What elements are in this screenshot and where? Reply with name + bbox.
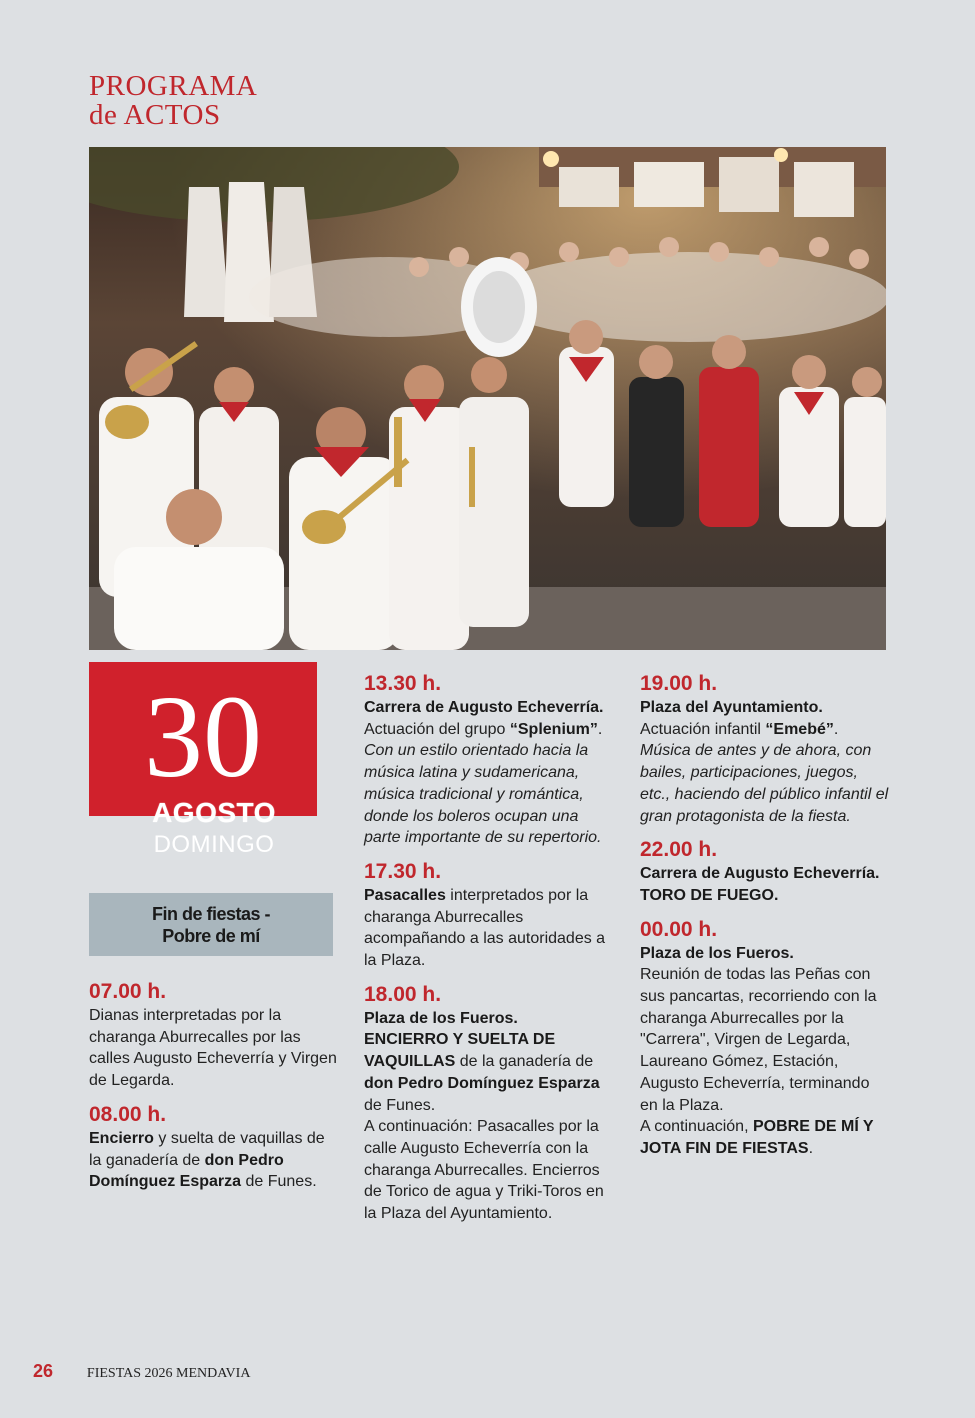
event-description <box>640 719 890 741</box>
event-highlight-text: ENCIERRO Y SUELTA DE VAQUILLAS <box>364 1031 556 1071</box>
event-description <box>364 1029 614 1116</box>
event-time: 08.00 h. <box>89 1102 167 1126</box>
event-highlight-text: Plaza de los Fueros. <box>364 1009 518 1027</box>
event-theme-banner <box>89 893 333 956</box>
page-footer <box>33 1361 250 1384</box>
event-description <box>364 697 614 719</box>
event-highlight-text: Pasacalles <box>364 886 446 904</box>
event-text: de Funes. <box>364 1096 436 1114</box>
event-text: interpretados por la charanga Aburrecalles acompañando a las autoridades a la Plaza. <box>364 886 606 970</box>
photo-illustration-icon <box>89 147 886 650</box>
event-text: de Funes. <box>241 1173 317 1191</box>
event-time: 19.00 h. <box>640 672 718 695</box>
festival-parade-photo <box>89 147 886 650</box>
event-time: 07.00 h. <box>89 980 167 1003</box>
event-time: 18.00 h. <box>364 982 442 1006</box>
event-text: Dianas interpretadas por la charanga Aburrecalles por las calles Augusto Echeverría y Virgen de Legarda. <box>89 1007 337 1090</box>
event-text: . <box>833 720 839 738</box>
title-line-2: de ACTOS <box>89 99 221 131</box>
event-time: 13.30 h. <box>364 672 442 695</box>
event-highlight-text: Plaza de los Fueros. <box>640 944 794 962</box>
event-time: 22.00 h. <box>640 838 718 862</box>
event-highlight-text: Carrera de Augusto Echeverría. <box>640 865 880 883</box>
event-description <box>640 740 890 827</box>
event-highlight-text: “Splenium” <box>509 720 598 738</box>
event-highlight-text: Encierro <box>89 1129 154 1147</box>
event-text: A continuación: Pasacalles por la calle Augusto Echeverría con la charanga Aburrecalles. Encierros de Torico de agua y Triki-Toros en la Plaza del Ayuntamiento. <box>364 1118 604 1223</box>
event-description <box>640 885 890 907</box>
event-text: Música de antes y de ahora, con bailes, participaciones, juegos, etc., haciendo del público infantil el gran protagonista de la fiesta. <box>640 742 889 825</box>
event-description <box>640 964 890 1116</box>
event-text: Reunión de todas las Peñas con sus pancartas, recorriendo con la charanga Aburrecalles por la "Carrera", Virgen de Legarda, Laureano Gómez, Estación, Augusto Echeverría, terminando en la Plaza. <box>640 966 877 1114</box>
day-number: 30 <box>144 671 262 802</box>
event-text: . <box>808 1139 814 1157</box>
event-time: 17.30 h. <box>364 859 442 883</box>
weekday-label: DOMINGO <box>153 831 275 858</box>
event-highlight-text: “Emebé” <box>765 720 834 738</box>
page-title <box>89 72 257 130</box>
banner-line-2: Pobre de mí <box>162 925 260 946</box>
event-highlight-text: don Pedro Domínguez Esparza <box>89 1151 284 1191</box>
event-text: Actuación infantil <box>640 720 766 738</box>
event-description <box>640 943 890 965</box>
event-description <box>364 719 614 741</box>
event-description <box>89 1128 339 1193</box>
event-description <box>640 1116 890 1159</box>
event-text: y suelta de vaquillas de la ganadería de <box>89 1129 325 1169</box>
event-description <box>364 740 614 849</box>
event-description <box>364 885 614 972</box>
event-highlight-text: don Pedro Domínguez Esparza <box>364 1074 600 1092</box>
event-description <box>640 863 890 885</box>
event-text: Con un estilo orientado hacia la música latina y sudamericana, música tradicional y romántica, donde los boleros ocupan una parte importante de su repertorio. <box>364 742 602 847</box>
page-number: 26 <box>33 1361 54 1381</box>
publication-name: FIESTAS 2026 MENDAVIA <box>86 1366 251 1381</box>
schedule-column-2 <box>364 671 614 1225</box>
title-line-1: PROGRAMA <box>89 70 258 102</box>
event-text: A continuación, <box>640 1118 753 1136</box>
month-label: AGOSTO <box>152 797 276 828</box>
event-text: . <box>597 720 603 738</box>
event-highlight-text: Carrera de Augusto Echeverría. <box>364 699 604 716</box>
event-text: de la ganadería de <box>455 1053 594 1071</box>
event-description <box>89 1005 339 1092</box>
event-description <box>364 1008 614 1030</box>
schedule-column-1 <box>89 979 339 1193</box>
event-time: 00.00 h. <box>640 917 718 941</box>
banner-line-1: Fin de fiestas - <box>151 903 271 924</box>
event-text: Actuación del grupo <box>364 720 510 738</box>
event-highlight-text: Plaza del Ayuntamiento. <box>640 699 823 716</box>
event-highlight-text: TORO DE FUEGO. <box>640 886 779 904</box>
schedule-column-3 <box>640 671 890 1160</box>
event-highlight-text: POBRE DE MÍ Y JOTA FIN DE FIESTAS <box>640 1118 874 1157</box>
event-description <box>364 1116 614 1225</box>
event-description <box>640 697 890 719</box>
